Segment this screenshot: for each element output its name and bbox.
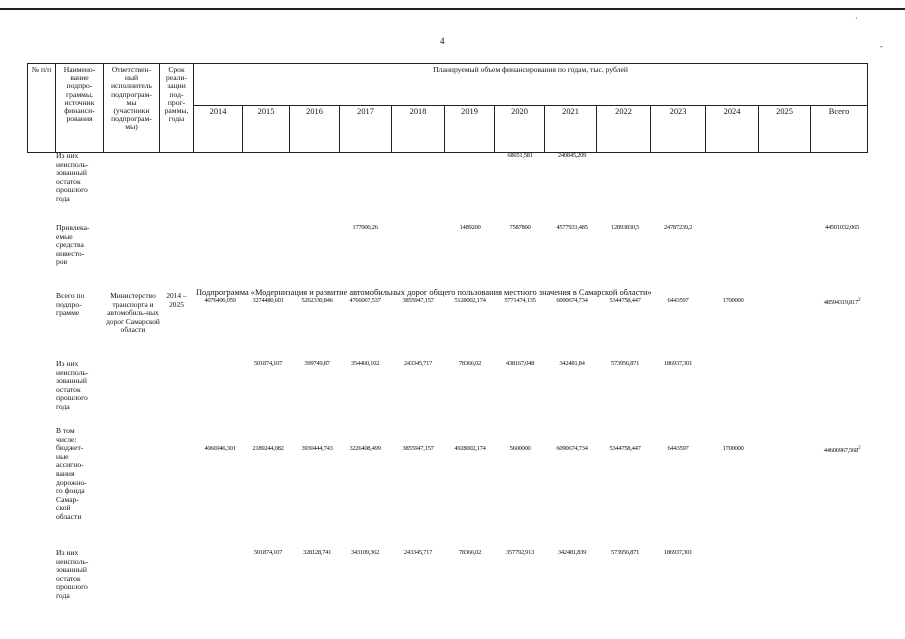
value-text: 4076406,059: [204, 297, 236, 304]
value-text: 3274480,601: [252, 297, 284, 304]
row-label: В том числе: бюджет- ные ассигно- вания дорожно- го фонда Самар- ской области: [56, 426, 87, 521]
value-text: 3226408,499: [349, 445, 381, 452]
value-text: 12893830,5: [610, 224, 640, 231]
value-text: 399749,87: [304, 360, 330, 367]
value-text: 3855947,157: [402, 297, 434, 304]
value-text: 357792,913: [505, 549, 535, 556]
header-year-2016: 2016: [290, 106, 340, 153]
value-text: 501874,107: [253, 549, 283, 556]
financing-table-header: [27, 63, 868, 153]
value-text: 186937,301: [663, 549, 693, 556]
header-planned-financing: Планируемый объем финансирования по годам, тыс. рублей: [194, 64, 868, 106]
value-text: 3855947,157: [402, 445, 434, 452]
value-text: 1489200: [459, 224, 481, 231]
value-text: 1700000: [722, 445, 744, 452]
value-cell: [648, 224, 708, 233]
value-text: 68651,581: [507, 152, 533, 159]
value-cell: [812, 224, 872, 233]
value-cell: [542, 360, 602, 369]
value-cell: [812, 297, 872, 308]
header-col-term: Срок реали- зации под- прог- раммы, годы: [160, 64, 194, 153]
value-cell: [595, 297, 655, 306]
value-text: 186937,301: [663, 360, 693, 367]
value-cell: [542, 445, 602, 454]
value-text: 6443597: [667, 445, 689, 452]
value-text: 4766067,537: [349, 297, 381, 304]
value-text: 243345,717: [403, 549, 433, 556]
value-cell: [335, 445, 395, 454]
responsible-executor: Министерство транспорта и автомобиль-ных дорог Самарской области: [106, 291, 160, 335]
header-year-2021: 2021: [545, 106, 597, 153]
value-text: 4577933,485: [556, 224, 588, 231]
value-cell: [648, 360, 708, 369]
value-cell: [595, 445, 655, 454]
value-text: 5600000: [509, 445, 531, 452]
header-year-2025: 2025: [759, 106, 811, 153]
value-cell: [490, 360, 550, 369]
header-year-2024: 2024: [706, 106, 759, 153]
header-year-2017: 2017: [340, 106, 392, 153]
value-text: 7587800: [509, 224, 531, 231]
value-text: 1700000: [722, 297, 744, 304]
row-label: Из них неисполь- зованный остаток прошлого года: [56, 359, 89, 411]
value-text: 354460,102: [350, 360, 380, 367]
header-col-responsible: Ответствен- ный исполнитель подпрограм- мы (участники подпрограм- мы): [104, 64, 160, 153]
value-text: 44501032,065: [824, 224, 860, 231]
value-cell: [490, 445, 550, 454]
value-text: 573956,871: [610, 360, 640, 367]
value-cell: [388, 297, 448, 306]
value-text: 6090674,734: [556, 445, 588, 452]
value-text: 44606967,568: [823, 447, 859, 455]
value-cell: [490, 297, 550, 306]
value-cell: [648, 445, 708, 454]
row-label: Привлека- емые средства инвесто- ров: [56, 223, 90, 267]
value-cell: [703, 297, 763, 306]
implementation-term: 2014 – 2025: [166, 291, 187, 309]
value-text: 6090674,734: [556, 297, 588, 304]
value-text: 243345,717: [403, 360, 433, 367]
value-cell: [703, 445, 763, 454]
header-year-2015: 2015: [243, 106, 290, 153]
value-text: 501874,107: [253, 360, 283, 367]
value-cell: [388, 445, 448, 454]
value-cell: [595, 224, 655, 233]
top-rule: [0, 8, 905, 10]
value-cell: [595, 549, 655, 558]
value-text: 343109,362: [350, 549, 380, 556]
value-cell: [335, 224, 395, 233]
value-text: 328128,741: [302, 549, 332, 556]
scan-speck: ·: [855, 14, 858, 23]
value-text: 5771474,135: [504, 297, 536, 304]
header-year-total: Всего: [811, 106, 868, 153]
value-cell: [490, 224, 550, 233]
value-text: 6443597: [667, 297, 689, 304]
value-text: 4928002,174: [454, 445, 486, 452]
page-number: 4: [440, 36, 445, 46]
header-year-2022: 2022: [597, 106, 651, 153]
value-text: 5344758,447: [609, 297, 641, 304]
value-cell: [490, 152, 550, 161]
value-cell: [812, 445, 872, 456]
header-year-2023: 2023: [651, 106, 706, 153]
value-cell: [335, 549, 395, 558]
value-cell: [490, 549, 550, 558]
footnote-mark: 2: [858, 446, 861, 451]
value-text: 342481,84: [559, 360, 585, 367]
value-text: 5262330,846: [301, 297, 333, 304]
value-text: 3930444,743: [301, 445, 333, 452]
header-year-2018: 2018: [392, 106, 445, 153]
value-cell: [335, 360, 395, 369]
value-text: 177000,26: [352, 224, 378, 231]
value-text: 5344758,447: [609, 445, 641, 452]
value-cell: [542, 297, 602, 306]
value-cell: [388, 549, 448, 558]
header-year-2020: 2020: [495, 106, 545, 153]
value-text: 240845,209: [557, 152, 587, 159]
value-cell: [595, 360, 655, 369]
value-text: 573956,871: [610, 549, 640, 556]
value-text: 342481,839: [557, 549, 587, 556]
value-text: 78366,02: [458, 360, 482, 367]
value-text: 24787239,2: [663, 224, 693, 231]
value-cell: [542, 152, 602, 161]
value-text: 438167,048: [505, 360, 535, 367]
scan-speck: -: [880, 42, 883, 51]
value-cell: [648, 297, 708, 306]
subprogram-title: Подпрограмма «Модернизация и развитие автомобильных дорог общего пользования местного значения в Самарской области»: [196, 288, 652, 297]
value-text: 48594319,817: [823, 299, 859, 307]
header-col-name: Наимено- вание подпро- граммы, источник финанси- рования: [56, 64, 104, 153]
row-label: Всего по подпро- грамме: [56, 291, 85, 318]
header-year-2019: 2019: [445, 106, 495, 153]
footnote-mark: 2: [858, 298, 861, 303]
value-text: 2189244,082: [252, 445, 284, 452]
row-label: Из них неисполь- зованный остаток прошлого года: [56, 548, 89, 600]
value-cell: [388, 360, 448, 369]
value-cell: [542, 549, 602, 558]
header-col-number: № п/п: [28, 64, 56, 153]
value-text: 78366,02: [458, 549, 482, 556]
value-cell: [648, 549, 708, 558]
header-year-2014: 2014: [194, 106, 243, 153]
value-cell: [542, 224, 602, 233]
row-label: Из них неисполь- зованный остаток прошлого года: [56, 151, 89, 203]
value-cell: [335, 297, 395, 306]
value-text: 4066946,301: [204, 445, 236, 452]
value-text: 5128002,174: [454, 297, 486, 304]
